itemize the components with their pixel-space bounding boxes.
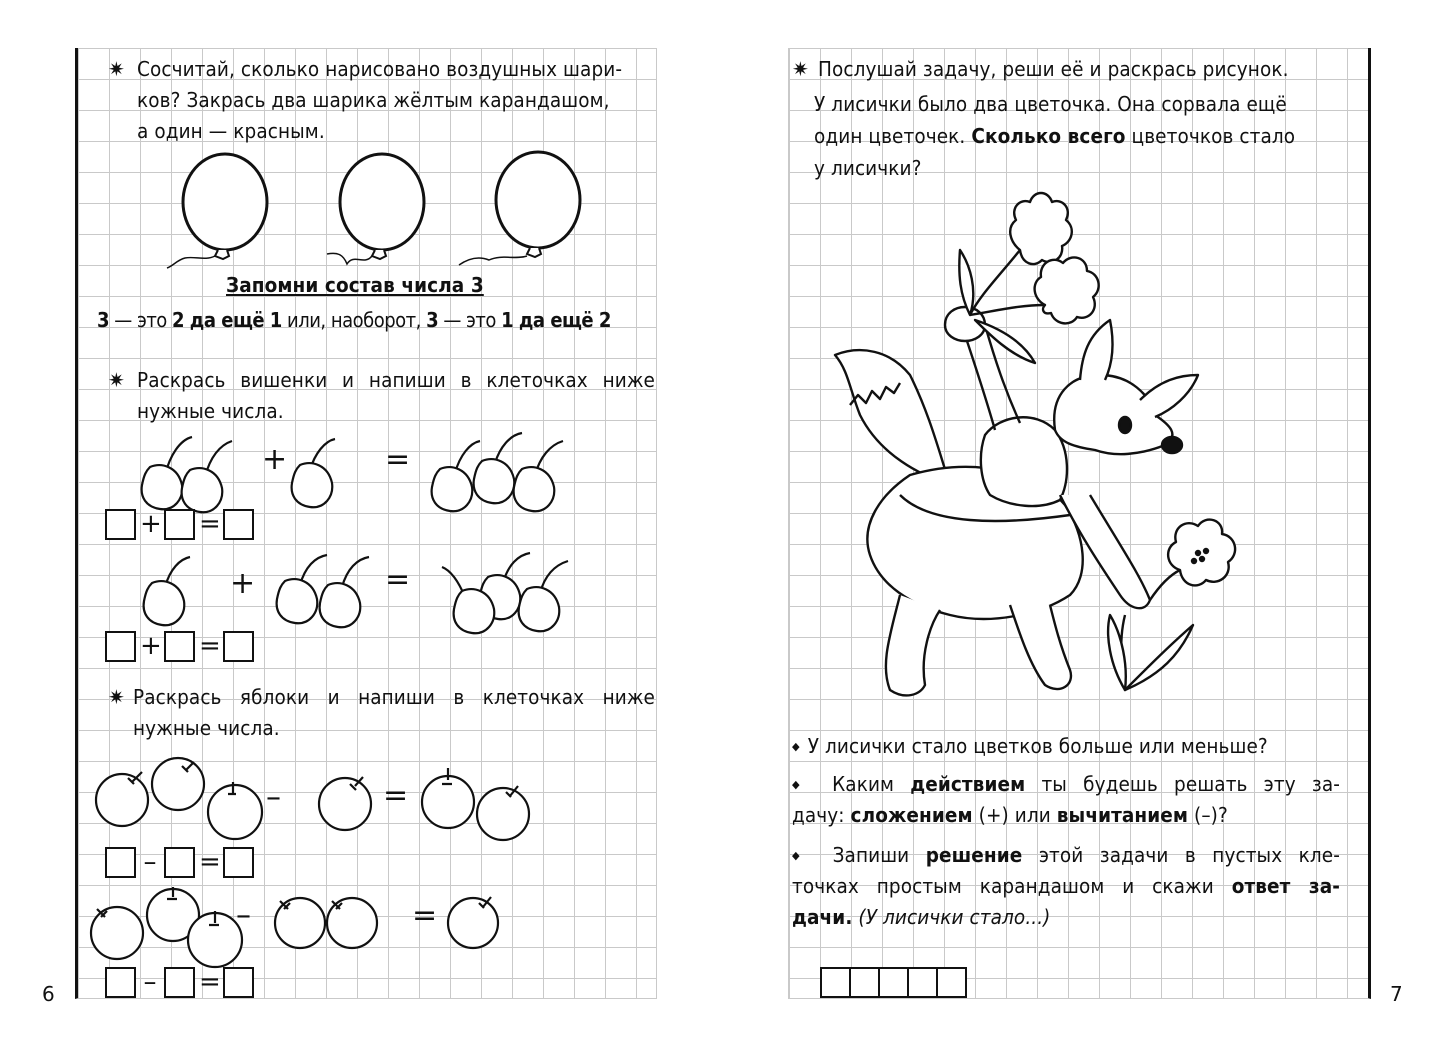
flower-icon — [1168, 520, 1235, 586]
cherry-icon — [474, 459, 515, 503]
task-line: у лисички? — [814, 156, 922, 180]
text-bold: вычитанием — [1056, 803, 1189, 827]
text-part: (–)? — [1188, 803, 1228, 827]
question-line — [792, 902, 1340, 933]
operator: – — [143, 847, 157, 877]
apple-icon — [91, 907, 143, 959]
page-number-left: 6 — [42, 982, 55, 1006]
text-bold: Сколько всего — [971, 124, 1126, 148]
text-part: Каким — [815, 772, 911, 796]
cherry-icon — [454, 589, 495, 633]
answer-box[interactable] — [164, 631, 195, 662]
apple-icon — [448, 898, 498, 948]
operator: = — [199, 631, 221, 661]
answer-box[interactable] — [878, 967, 909, 998]
cherries-row-2 — [120, 545, 600, 635]
apples-row-2 — [85, 885, 545, 975]
question-line — [792, 769, 1340, 800]
rule-part: — это — [438, 308, 502, 332]
task-line: Послушай задачу, реши её и раскрась рисунок. — [818, 57, 1289, 81]
answer-box[interactable] — [105, 847, 136, 878]
task3-line: нужные числа. — [133, 716, 280, 740]
answer-box[interactable] — [105, 509, 136, 540]
diamond-bullet-icon: ◆ — [792, 849, 811, 862]
cherry-icon — [144, 581, 185, 625]
task1-line: ков? Закрась два шарика жёлтым карандашом, — [137, 88, 610, 112]
rule-part: 3 — [97, 308, 110, 332]
cherries-row-1 — [120, 425, 600, 515]
plus-sign: + — [262, 442, 288, 477]
fox-nose — [1162, 437, 1182, 453]
answer-box[interactable] — [164, 847, 195, 878]
text-part: этой задачи в пустых кле- — [1022, 843, 1340, 867]
diamond-bullet-icon: ◆ — [792, 778, 810, 791]
balloon-icon — [327, 154, 424, 264]
operator: + — [140, 631, 162, 661]
apples-row-1 — [90, 752, 550, 842]
apple-icon — [152, 758, 204, 810]
operator: = — [199, 847, 221, 877]
equals-sign: = — [385, 562, 411, 597]
question-1 — [792, 731, 1340, 762]
balloons-illustration — [160, 150, 600, 270]
rule-part: 3 — [426, 308, 439, 332]
balloon-icon — [459, 152, 580, 265]
answer-equation-row — [105, 847, 254, 878]
task2-text — [137, 365, 655, 427]
fox-with-flowers-illustration — [820, 195, 1260, 705]
rule-part: 1 да ещё 2 — [501, 308, 611, 332]
task-line: У лисички было два цветочка. Она сорвала ещё — [814, 92, 1287, 116]
equals-sign: = — [385, 442, 411, 477]
rule-title: Запомни состав числа 3 — [226, 273, 484, 297]
answer-box[interactable] — [164, 509, 195, 540]
answer-equation-row — [105, 509, 254, 540]
answer-box[interactable] — [164, 967, 195, 998]
operator: + — [140, 509, 162, 539]
cherry-icon — [519, 587, 560, 631]
cherry-icon — [182, 468, 223, 512]
text-bold: решение — [925, 843, 1023, 867]
text-part: дачу: — [792, 803, 851, 827]
task1-line: Сосчитай, сколько нарисовано воздушных шари- — [137, 57, 623, 81]
answer-box[interactable] — [907, 967, 938, 998]
equals-sign: = — [412, 898, 438, 933]
text-part: точках простым карандашом и скажи — [792, 874, 1232, 898]
cherry-icon — [514, 467, 555, 511]
apple-icon — [319, 778, 371, 830]
task-star-icon: ✷ — [108, 368, 125, 392]
rule-part: — это — [109, 308, 173, 332]
task-line — [814, 121, 1338, 152]
task-star-icon: ✷ — [108, 57, 125, 81]
text-bold: ответ за- — [1231, 874, 1341, 898]
question-2 — [792, 769, 1340, 831]
operator: – — [143, 967, 157, 997]
answer-box[interactable] — [936, 967, 967, 998]
text-bold: дачи. — [792, 905, 853, 929]
answer-box[interactable] — [223, 967, 254, 998]
rule-line — [97, 305, 611, 336]
solution-answer-boxes — [820, 967, 965, 998]
answer-box[interactable] — [223, 631, 254, 662]
plus-sign: + — [230, 566, 256, 601]
operator: = — [199, 509, 221, 539]
fox-tail — [835, 350, 950, 485]
task-star-icon: ✷ — [792, 57, 809, 81]
task3-line: Раскрась яблоки и напиши в клеточках ниже — [133, 685, 655, 709]
question-text: У лисички стало цветков больше или меньше? — [807, 734, 1268, 758]
text-italic: (У лисички стало...) — [852, 905, 1051, 929]
question-3 — [792, 840, 1340, 933]
equals-sign: = — [383, 778, 409, 813]
task1-line: а один — красным. — [137, 119, 325, 143]
cherry-icon — [142, 465, 183, 509]
apple-icon — [477, 788, 529, 840]
cherry-icon — [432, 467, 473, 511]
answer-equation-row — [105, 967, 254, 998]
text-part: Запиши — [816, 843, 926, 867]
answer-box[interactable] — [223, 509, 254, 540]
task2-line: нужные числа. — [137, 399, 284, 423]
task3-text — [133, 682, 655, 744]
answer-box[interactable] — [223, 847, 254, 878]
text-part: ты будешь решать эту за- — [1025, 772, 1340, 796]
question-line — [792, 840, 1340, 871]
operator: = — [199, 967, 221, 997]
balloon-icon — [167, 154, 267, 268]
minus-sign: – — [266, 780, 281, 815]
text-part: (+) или — [972, 803, 1057, 827]
answer-box[interactable] — [849, 967, 880, 998]
text-bold: действием — [910, 772, 1026, 796]
flower-icon — [1010, 193, 1072, 264]
task-star-icon: ✷ — [108, 685, 125, 709]
text-part: один цветочек. — [814, 124, 972, 148]
diamond-bullet-icon: ◆ — [792, 740, 800, 753]
page-number-right: 7 — [1390, 982, 1403, 1006]
rule-part: 2 да ещё 1 — [172, 308, 282, 332]
flower-icon — [1035, 257, 1099, 323]
apple-icon — [327, 898, 377, 948]
task2-line: Раскрась вишенки и напиши в клеточках ниже — [137, 368, 655, 392]
cherry-icon — [277, 579, 318, 623]
cherry-icon — [292, 463, 333, 507]
fox-eye — [1119, 417, 1131, 433]
question-line — [792, 800, 1340, 831]
text-bold: сложением — [850, 803, 973, 827]
task1-text — [137, 54, 657, 147]
answer-box[interactable] — [820, 967, 851, 998]
apple-icon — [275, 898, 325, 948]
cherry-icon — [320, 583, 361, 627]
answer-box[interactable] — [105, 967, 136, 998]
minus-sign: – — [236, 898, 251, 933]
answer-box[interactable] — [105, 631, 136, 662]
apple-icon — [96, 774, 148, 826]
answer-equation-row — [105, 631, 254, 662]
fox-ear — [1080, 320, 1112, 380]
text-part: цветочков стало — [1125, 124, 1296, 148]
rule-part: или, наоборот, — [281, 308, 427, 332]
question-line — [792, 871, 1340, 902]
